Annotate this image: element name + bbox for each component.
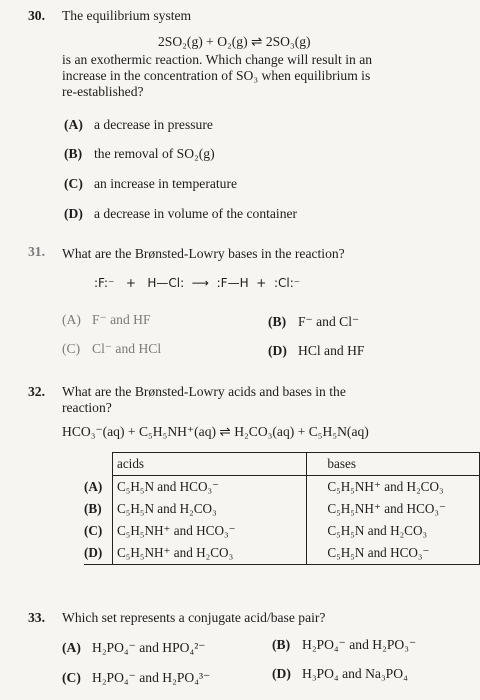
table-row-d[interactable] [84,542,480,565]
q31-option-c[interactable] [62,341,161,357]
option-text: F⁻ and HF [92,312,151,327]
q33-number: 33. [28,610,45,625]
option-label: (D) [272,666,291,681]
option-text: H₂PO₄⁻ and HPO₄²⁻ [92,640,206,655]
row-bases: C₅H₅N and H₂CO₃ [307,520,480,542]
row-label: (A) [84,478,103,494]
q30-option-b[interactable] [64,146,215,162]
q31-option-a[interactable] [62,312,151,328]
q30-text-line3: re-established? [62,84,144,99]
q33-option-b[interactable] [272,637,416,653]
option-label: (B) [268,314,287,329]
q30-option-c[interactable] [64,176,237,192]
row-acids: C₅H₅NH⁺ and H₂CO₃ [112,542,306,565]
option-label: (C) [64,176,83,191]
q31-stem: What are the Brønsted-Lowry bases in the reaction? [62,246,345,261]
row-acids: C₅H₅N and HCO₃⁻ [112,476,306,499]
q31-number: 31. [28,244,45,259]
q30-option-a[interactable] [64,117,213,133]
q32-stem-line2: reaction? [62,400,112,415]
option-label: (A) [64,117,83,132]
q30-stem: The equilibrium system [62,8,192,23]
q30-text-line2: increase in the concentration of SO₃ when equilibrium is [62,68,371,83]
q33-stem: Which set represents a conjugate acid/base pair? [62,610,326,625]
q32-number: 32. [28,384,45,399]
table-row-a[interactable] [84,476,480,499]
option-text: H₂PO₄⁻ and H₂PO₄³⁻ [92,670,211,685]
option-label: (A) [62,312,81,327]
reaction-arrow: ⟶ [191,276,209,290]
q33-option-c[interactable] [62,670,210,686]
q30-option-d[interactable] [64,206,297,222]
q30-text-line1: is an exothermic reaction. Which change will result in an [62,52,373,67]
q30-equation: 2SO₂(g) + O₂(g) ⇌ 2SO₃(g) [158,34,311,49]
option-text: an increase in temperature [94,176,238,191]
option-text: Cl⁻ and HCl [92,341,162,356]
header-bases: bases [307,453,480,476]
table-header-row [84,453,480,476]
option-label: (B) [64,146,83,161]
reactant-fluoride: :F:⁻ [94,276,115,290]
option-label: (D) [268,343,287,358]
option-text: a decrease in pressure [94,117,213,132]
option-label: (D) [64,206,83,221]
row-acids: C₅H₅NH⁺ and HCO₃⁻ [112,520,306,542]
option-text: the removal of SO₂(g) [94,146,215,161]
option-label: (C) [62,670,81,685]
row-label: (B) [84,501,102,516]
row-bases: C₅H₅NH⁺ and H₂CO₃ [307,476,480,499]
option-text: H₂PO₄⁻ and H₂PO₃⁻ [302,637,417,652]
option-text: F⁻ and Cl⁻ [298,314,360,329]
product-chloride: :Cl:⁻ [273,276,301,290]
q31-option-b[interactable] [268,314,359,330]
header-acids: acids [112,453,306,476]
reactant-hcl: H—Cl: [147,276,185,290]
option-text: H₃PO₄ and Na₃PO₄ [302,666,408,681]
plus-sign: + [125,276,136,290]
q32-stem-line1: What are the Brønsted-Lowry acids and bases in the [62,384,346,399]
q32-answer-table [84,452,480,565]
table-row-c[interactable] [84,520,480,542]
q31-option-d[interactable] [268,343,364,359]
row-bases: C₅H₅N and HCO₃⁻ [307,542,480,565]
q33-option-d[interactable] [272,666,408,682]
option-text: HCl and HF [298,343,365,358]
q30-number: 30. [28,8,45,23]
plus-sign: + [256,276,267,290]
row-acids: C₅H₅N and H₂CO₃ [112,498,306,520]
q33-option-a[interactable] [62,640,205,656]
row-label: (C) [84,523,103,538]
row-bases: C₅H₅NH⁺ and HCO₃⁻ [307,498,480,520]
product-hf: :F—H [216,276,249,290]
option-label: (A) [62,640,81,655]
option-label: (B) [272,637,291,652]
q32-equation: HCO₃⁻(aq) + C₅H₅NH⁺(aq) ⇌ H₂CO₃(aq) + C₅H₅N(aq) [62,424,369,439]
row-label: (D) [84,542,112,565]
option-label: (C) [62,341,81,356]
option-text: a decrease in volume of the container [94,206,298,221]
q31-reaction [94,276,300,290]
table-row-b[interactable] [84,498,480,520]
